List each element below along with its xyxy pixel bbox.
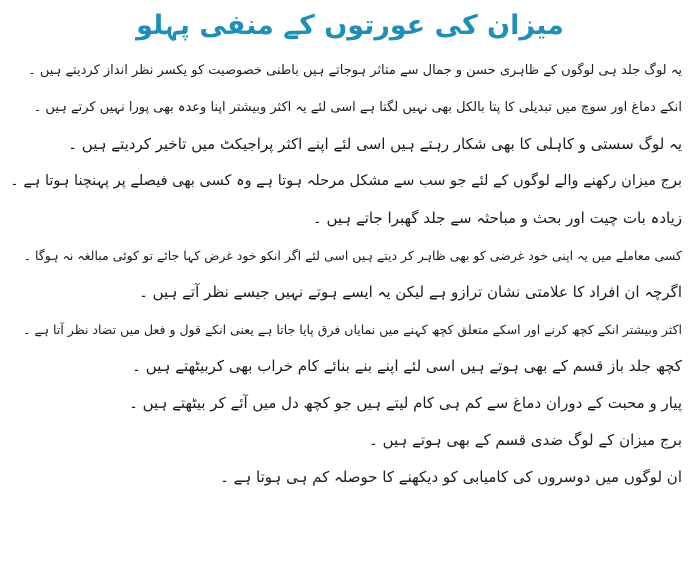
paragraph-line: انکے دماغ اور سوچ میں تبدیلی کا پتا بالکل بھی نہیں لگتا ہے اسی لئے یہ اکثر وبیشتر اپنا وعدہ بھی پورا نہیں کرتے ہیں ۔: [33, 100, 682, 115]
paragraph-line: اکثر وبیشتر انکے کچھ کرنے اور اسکے متعلق کچھ کہنے میں نمایاں فرق پایا جاتا ہے یعنی انکے قول و فعل میں تضاد نظر آتا ہے ۔: [23, 322, 682, 337]
paragraph-line: یہ لوگ سستی و کاہلی کا بھی شکار رہتے ہیں اسی لئے اپنے اکثر پراجیکٹ میں تاخیر کردیتے ہیں ۔: [68, 135, 682, 153]
paragraph-line: اگرچہ ان افراد کا علامتی نشان ترازو ہے لیکن یہ ایسے ہوتے نہیں جیسے نظر آتے ہیں ۔: [139, 283, 682, 301]
paragraph-line: برج میزان کے لوگ ضدی قسم کے بھی ہوتے ہیں ۔: [369, 431, 682, 449]
page-title: میزان کی عورتوں کے منفی پہلو: [136, 10, 564, 41]
paragraph-line: یہ لوگ جلد ہی لوگوں کے ظاہری حسن و جمال سے متاثر ہوجاتے ہیں باطنی خصوصیت کو یکسر نظر انداز کردیتے ہیں ۔: [28, 63, 682, 78]
paragraph-line: پیار و محبت کے دوران دماغ سے کم ہی کام لیتے ہیں جو کچھ دل میں آئے کر بیٹھتے ہیں ۔: [129, 394, 682, 412]
paragraph-line: برج میزان رکھنے والے لوگوں کے لئے جو سب سے مشکل مرحلہ ہوتا ہے وہ کسی بھی فیصلے پر پہنچنا ہوتا ہے ۔: [10, 173, 682, 189]
paragraph-line: زیادہ بات چیت اور بحث و مباحثہ سے جلد گھبرا جاتے ہیں ۔: [312, 209, 682, 227]
paragraph-line: کچھ جلد باز قسم کے بھی ہوتے ہیں اسی لئے اپنے بنے بنائے کام خراب بھی کربیٹھتے ہیں ۔: [132, 357, 682, 375]
paragraph-list: [10, 52, 682, 496]
paragraph-line: ان لوگوں میں دوسروں کی کامیابی کو دیکھنے کا حوصلہ کم ہی ہوتا ہے ۔: [220, 468, 682, 486]
paragraph-line: کسی معاملے میں یہ اپنی خود غرضی کو بھی ظاہر کر دیتے ہیں اسی لئے اگر انکو خود غرض کہا جائے تو کوئی مبالغہ نہ ہوگا ۔: [23, 248, 682, 263]
